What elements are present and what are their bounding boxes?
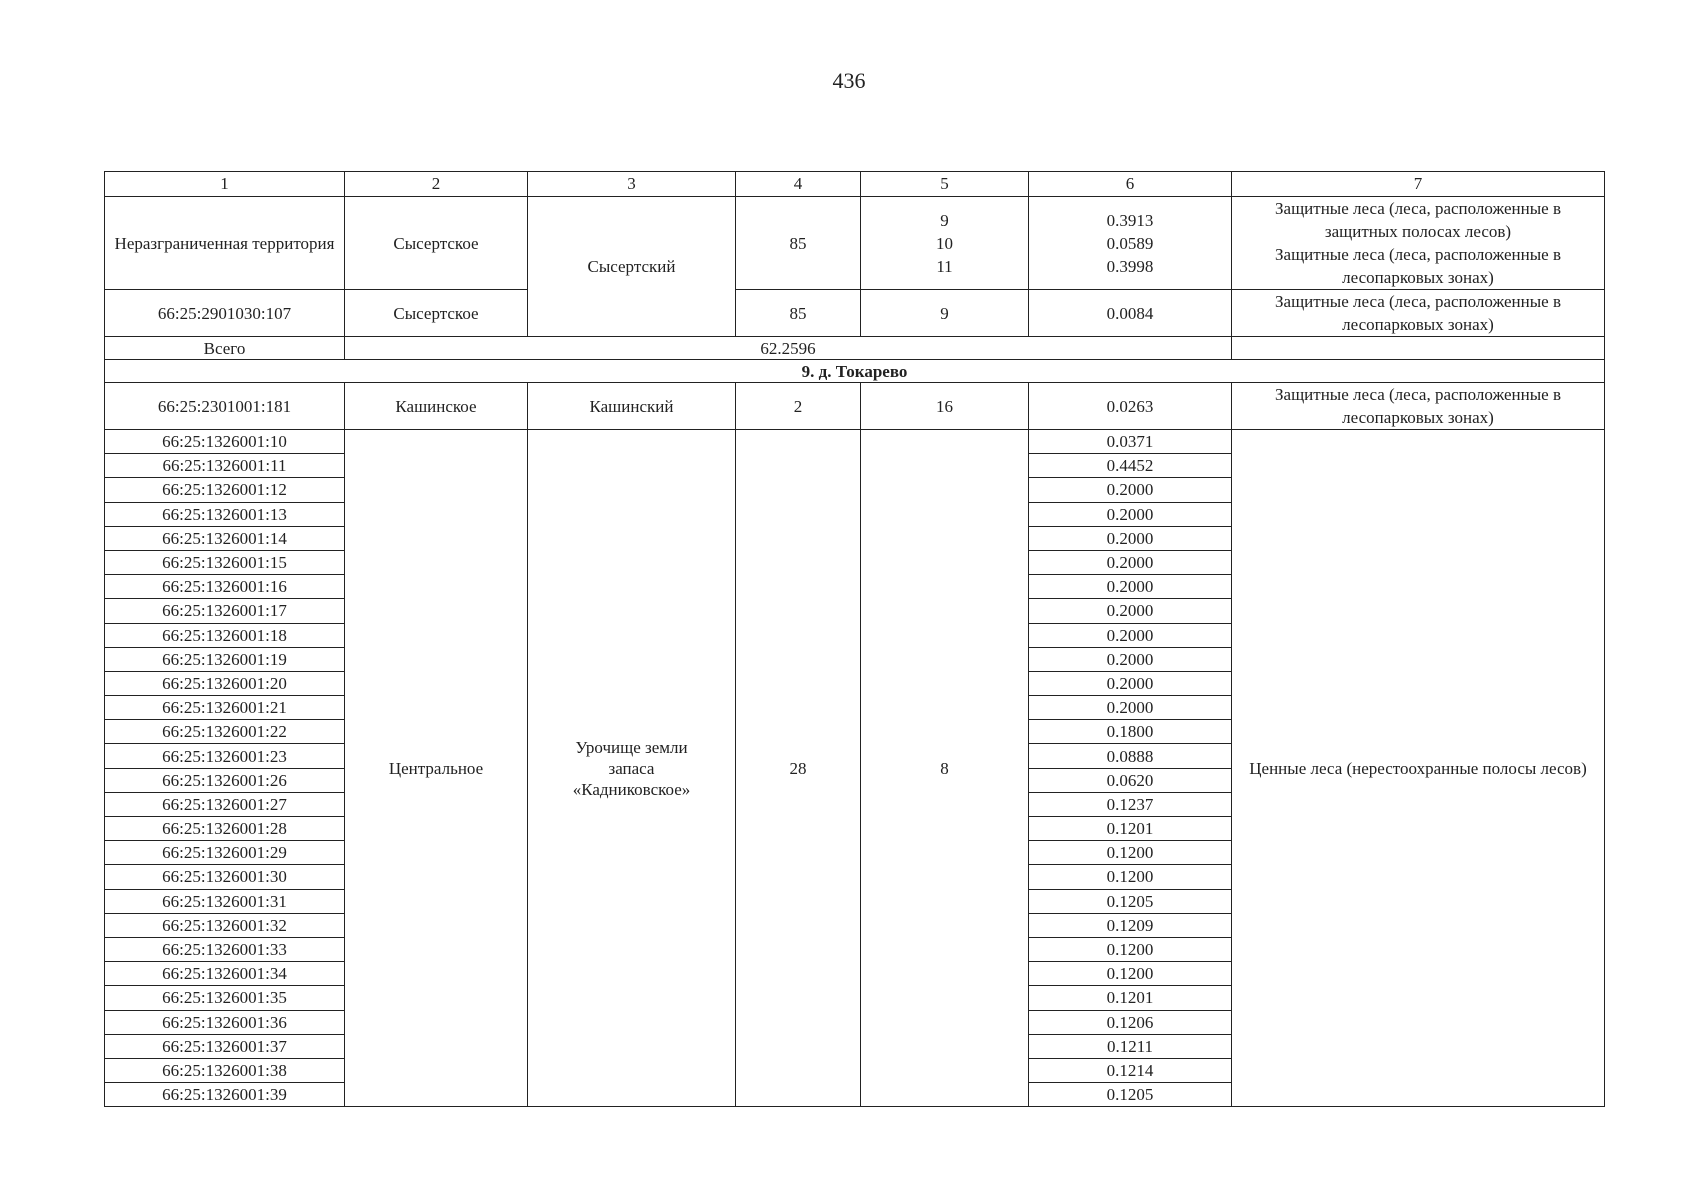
quarter-cell: 85 bbox=[736, 197, 861, 290]
cadastral-number-cell: 66:25:1326001:36 bbox=[105, 1010, 345, 1034]
cadastral-number-cell: 66:25:1326001:33 bbox=[105, 937, 345, 961]
area-cell: 0.2000 bbox=[1029, 575, 1232, 599]
cadastral-number-cell: 66:25:1326001:38 bbox=[105, 1058, 345, 1082]
forestry-cell: Кашинское bbox=[345, 383, 528, 430]
cadastral-number-cell: 66:25:1326001:31 bbox=[105, 889, 345, 913]
district-forestry-cell: Урочище земли запаса «Кадниковское» bbox=[528, 430, 736, 1107]
header-cell-4: 4 bbox=[736, 172, 861, 197]
header-cell-1: 1 bbox=[105, 172, 345, 197]
area-cell: 0.4452 bbox=[1029, 454, 1232, 478]
forestry-cell: Сысертское bbox=[345, 197, 528, 290]
forest-category-text: Защитные леса (леса, расположенные в лесопарковых зонах) bbox=[1275, 245, 1561, 287]
area-cell: 0.0263 bbox=[1029, 383, 1232, 430]
area-cell: 0.1205 bbox=[1029, 889, 1232, 913]
area-cell bbox=[1029, 197, 1232, 290]
territory-cell: Неразграниченная территория bbox=[105, 197, 345, 290]
header-cell-6: 6 bbox=[1029, 172, 1232, 197]
area-cell: 0.2000 bbox=[1029, 478, 1232, 502]
total-row bbox=[105, 337, 1605, 360]
cadastral-number-cell: 66:25:2301001:181 bbox=[105, 383, 345, 430]
section-number: 11 bbox=[936, 256, 953, 276]
area-cell: 0.2000 bbox=[1029, 526, 1232, 550]
area-value: 0.3913 bbox=[1106, 210, 1154, 230]
total-label: Всего bbox=[105, 337, 345, 360]
forestry-cell: Сысертское bbox=[345, 290, 528, 337]
forest-category-text: Защитные леса (леса, расположенные в защитных полосах лесов) bbox=[1275, 199, 1561, 241]
cadastral-number-cell: 66:25:1326001:35 bbox=[105, 986, 345, 1010]
cadastral-number-cell: 66:25:1326001:32 bbox=[105, 913, 345, 937]
cadastral-number-cell: 66:25:1326001:27 bbox=[105, 792, 345, 816]
header-cell-5: 5 bbox=[861, 172, 1029, 197]
forest-category-cell: Защитные леса (леса, расположенные в лесопарковых зонах) bbox=[1232, 383, 1605, 430]
cadastral-number-cell: 66:25:1326001:21 bbox=[105, 696, 345, 720]
cadastral-number-cell: 66:25:1326001:16 bbox=[105, 575, 345, 599]
area-cell: 0.2000 bbox=[1029, 550, 1232, 574]
header-cell-2: 2 bbox=[345, 172, 528, 197]
area-cell: 0.1200 bbox=[1029, 937, 1232, 961]
table-row bbox=[105, 197, 1605, 290]
area-cell: 0.2000 bbox=[1029, 502, 1232, 526]
area-value: 0.0589 bbox=[1106, 233, 1154, 253]
area-cell: 0.1200 bbox=[1029, 841, 1232, 865]
area-cell: 0.2000 bbox=[1029, 647, 1232, 671]
forest-category-cell: Ценные леса (нерестоохранные полосы лесов) bbox=[1232, 430, 1605, 1107]
page-number: 436 bbox=[832, 68, 866, 93]
district-forestry-cell: Сысертский bbox=[528, 197, 736, 337]
cadastral-number-cell: 66:25:1326001:37 bbox=[105, 1034, 345, 1058]
area-cell: 0.0371 bbox=[1029, 430, 1232, 454]
table-row bbox=[105, 383, 1605, 430]
area-value: 0.3998 bbox=[1106, 256, 1154, 276]
cadastral-number-cell: 66:25:1326001:11 bbox=[105, 454, 345, 478]
cadastral-number-cell: 66:25:1326001:22 bbox=[105, 720, 345, 744]
area-cell: 0.2000 bbox=[1029, 696, 1232, 720]
area-cell: 0.1200 bbox=[1029, 865, 1232, 889]
forest-category-cell: Защитные леса (леса, расположенные в лесопарковых зонах) bbox=[1232, 290, 1605, 337]
cadastral-number-cell: 66:25:1326001:28 bbox=[105, 817, 345, 841]
area-cell: 0.0084 bbox=[1029, 290, 1232, 337]
area-cell: 0.0888 bbox=[1029, 744, 1232, 768]
forestry-cell: Центральное bbox=[345, 430, 528, 1107]
forest-plots-table bbox=[104, 171, 1605, 1107]
cadastral-number-cell: 66:25:1326001:13 bbox=[105, 502, 345, 526]
header-cell-3: 3 bbox=[528, 172, 736, 197]
area-cell: 0.0620 bbox=[1029, 768, 1232, 792]
cadastral-number-cell: 66:25:1326001:14 bbox=[105, 526, 345, 550]
area-cell: 0.1800 bbox=[1029, 720, 1232, 744]
area-cell: 0.2000 bbox=[1029, 671, 1232, 695]
cadastral-number-cell: 66:25:1326001:17 bbox=[105, 599, 345, 623]
table-row bbox=[105, 430, 1605, 454]
total-value: 62.2596 bbox=[345, 337, 1232, 360]
area-cell: 0.1201 bbox=[1029, 986, 1232, 1010]
section-number-cell: 16 bbox=[861, 383, 1029, 430]
total-empty-cell bbox=[1232, 337, 1605, 360]
area-cell: 0.1200 bbox=[1029, 962, 1232, 986]
area-cell: 0.1211 bbox=[1029, 1034, 1232, 1058]
forest-category-cell bbox=[1232, 197, 1605, 290]
cadastral-number-cell: 66:25:1326001:29 bbox=[105, 841, 345, 865]
header-cell-7: 7 bbox=[1232, 172, 1605, 197]
area-cell: 0.1201 bbox=[1029, 817, 1232, 841]
cadastral-number-cell: 66:25:1326001:20 bbox=[105, 671, 345, 695]
district-forestry-cell: Кашинский bbox=[528, 383, 736, 430]
cadastral-number-cell: 66:25:1326001:30 bbox=[105, 865, 345, 889]
section-number-cell: 9 bbox=[861, 290, 1029, 337]
cadastral-number-cell: 66:25:1326001:15 bbox=[105, 550, 345, 574]
quarter-cell: 28 bbox=[736, 430, 861, 1107]
section-heading-row bbox=[105, 360, 1605, 383]
section-heading: 9. д. Токарево bbox=[105, 360, 1605, 383]
table-row bbox=[105, 290, 1605, 337]
area-cell: 0.1237 bbox=[1029, 792, 1232, 816]
section-number: 9 bbox=[940, 210, 949, 230]
section-numbers-cell bbox=[861, 197, 1029, 290]
cadastral-number-cell: 66:25:1326001:39 bbox=[105, 1083, 345, 1107]
area-cell: 0.2000 bbox=[1029, 623, 1232, 647]
section-number-cell: 8 bbox=[861, 430, 1029, 1107]
area-cell: 0.1206 bbox=[1029, 1010, 1232, 1034]
quarter-cell: 2 bbox=[736, 383, 861, 430]
cadastral-number-cell: 66:25:1326001:26 bbox=[105, 768, 345, 792]
cadastral-number-cell: 66:25:1326001:34 bbox=[105, 962, 345, 986]
area-cell: 0.1214 bbox=[1029, 1058, 1232, 1082]
cadastral-number-cell: 66:25:1326001:23 bbox=[105, 744, 345, 768]
area-cell: 0.1205 bbox=[1029, 1083, 1232, 1107]
area-cell: 0.1209 bbox=[1029, 913, 1232, 937]
table-body bbox=[105, 172, 1605, 1107]
cadastral-number-cell: 66:25:1326001:19 bbox=[105, 647, 345, 671]
cadastral-number-cell: 66:25:1326001:12 bbox=[105, 478, 345, 502]
area-cell: 0.2000 bbox=[1029, 599, 1232, 623]
cadastral-number-cell: 66:25:1326001:18 bbox=[105, 623, 345, 647]
section-number: 10 bbox=[936, 233, 953, 253]
header-row bbox=[105, 172, 1605, 197]
cadastral-number-cell: 66:25:1326001:10 bbox=[105, 430, 345, 454]
cadastral-number-cell: 66:25:2901030:107 bbox=[105, 290, 345, 337]
quarter-cell: 85 bbox=[736, 290, 861, 337]
